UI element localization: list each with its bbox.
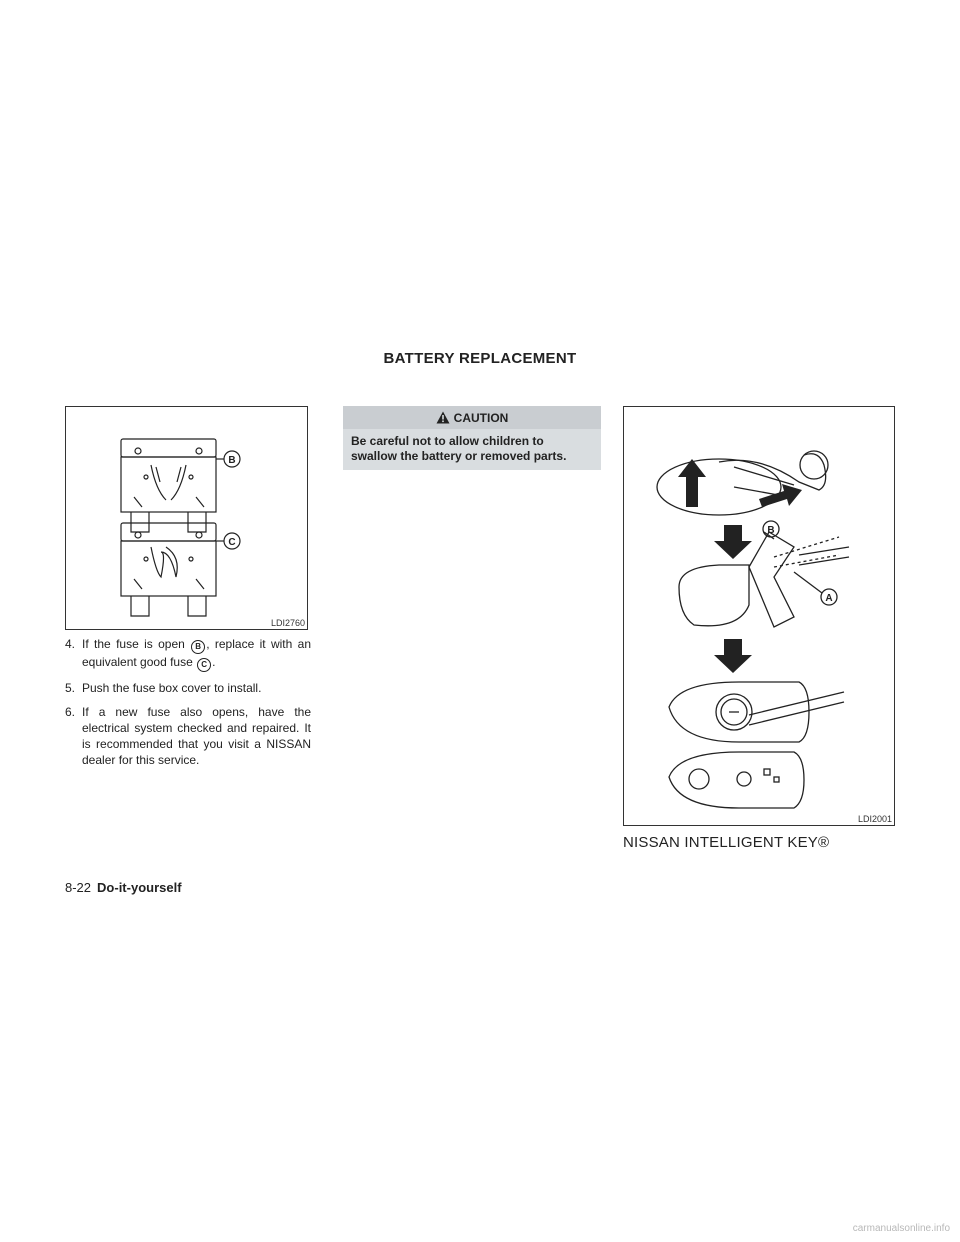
caution-box <box>343 406 601 470</box>
figure-code: LDI2760 <box>270 618 305 628</box>
caution-title: CAUTION <box>453 410 509 425</box>
step-text: If a new fuse also opens, have the electrical system checked and repaired. It is recommended that you visit a NISSAN dealer for this service. <box>82 705 311 767</box>
steps-list <box>65 636 311 776</box>
step-text: , replace it with an equivalent good fuse <box>82 637 311 669</box>
key-battery-figure <box>623 406 895 826</box>
key-illustration <box>624 407 894 825</box>
step-number: 6. <box>65 705 76 719</box>
page-footer <box>65 880 182 895</box>
callout-b-inline: B <box>191 640 205 654</box>
watermark: carmanualsonline.info <box>852 1223 950 1234</box>
step-number: 5. <box>65 681 76 695</box>
step-6 <box>65 704 311 768</box>
figure-code: LDI2001 <box>857 814 892 824</box>
callout-b: B <box>767 525 775 536</box>
caution-header <box>343 406 601 429</box>
chapter-name: Do-it-yourself <box>97 880 182 895</box>
warning-icon <box>436 411 450 424</box>
callout-a: A <box>825 593 833 604</box>
step-4 <box>65 636 311 672</box>
fuse-illustration <box>66 407 307 629</box>
caution-text: Be careful not to allow children to swallow the battery or removed parts. <box>351 434 567 463</box>
step-text: If the fuse is open <box>82 637 191 651</box>
callout-c: C <box>228 537 236 548</box>
step-text: . <box>212 655 216 669</box>
section-title: BATTERY REPLACEMENT <box>383 350 577 367</box>
key-heading: NISSAN INTELLIGENT KEY® <box>623 834 830 851</box>
step-5 <box>65 680 311 696</box>
callout-c-inline: C <box>197 658 211 672</box>
page-number: 8-22 <box>65 880 92 895</box>
step-text: Push the fuse box cover to install. <box>82 681 262 695</box>
step-number: 4. <box>65 637 76 651</box>
callout-b: B <box>228 455 236 466</box>
fuse-figure <box>65 406 308 630</box>
